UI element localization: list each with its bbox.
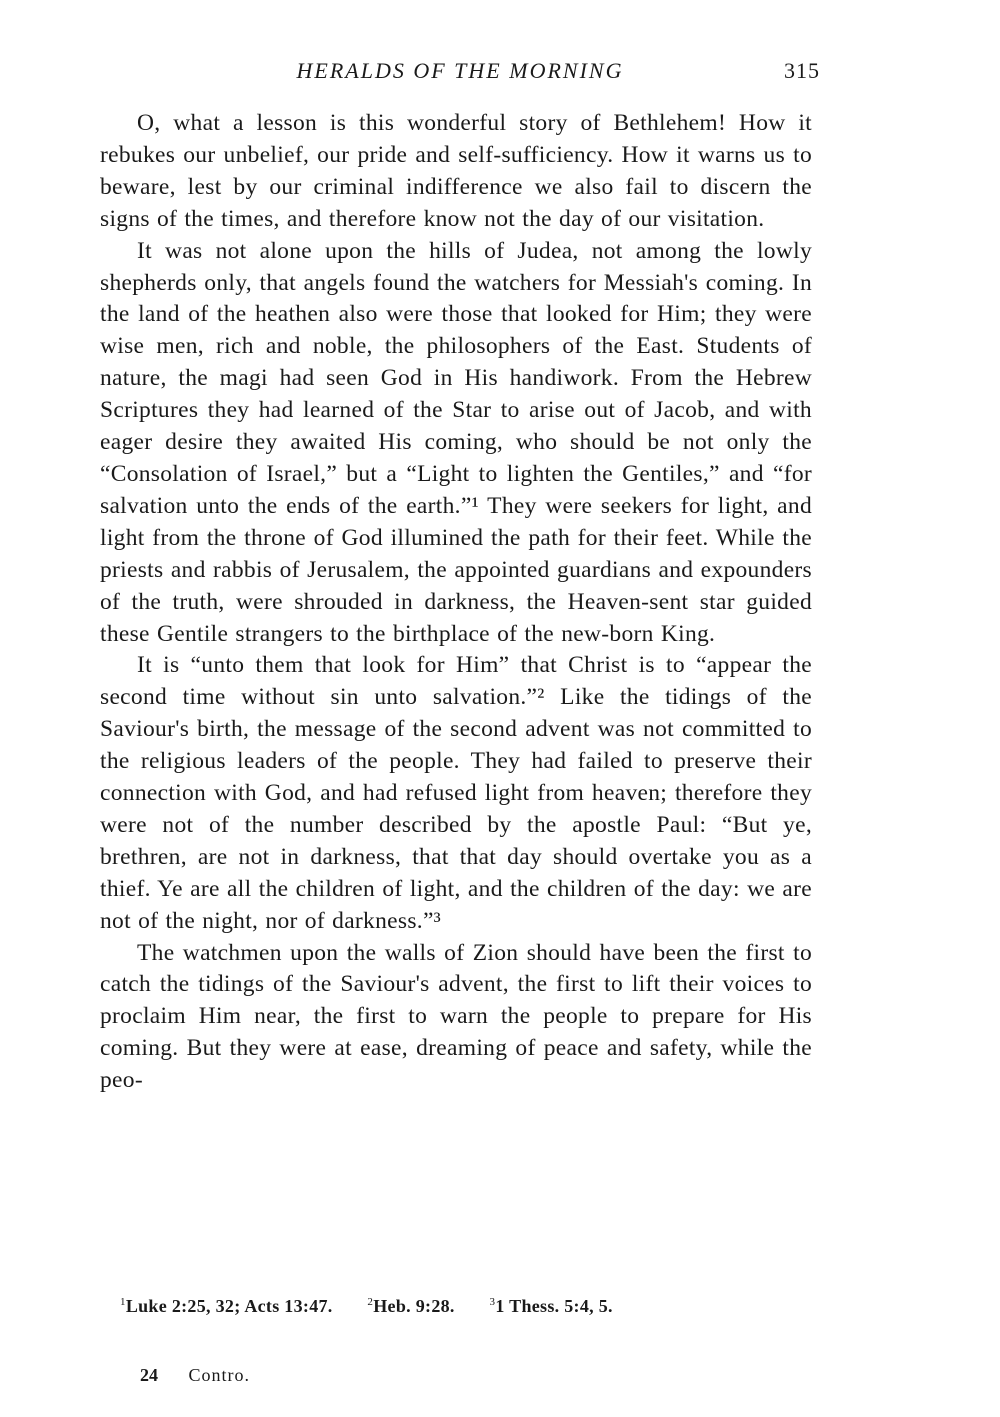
footnote-mark: 1	[120, 1296, 126, 1308]
footnote	[367, 1296, 454, 1316]
footnote	[120, 1296, 333, 1316]
footnote-text: Luke 2:25, 32; Acts 13:47.	[125, 1296, 333, 1316]
footnote-mark: 2	[367, 1296, 374, 1308]
footnote-mark: 3	[489, 1296, 496, 1308]
body-text	[100, 108, 812, 1097]
paragraph: It was not alone upon the hills of Judea, not among the lowly shepherds only, that angels found the watchers for Messiah's coming. In the land of the heathen also were those that looked for Him; they were wise men, rich and noble, the philosophers of the East. Students of nature, the magi had seen God in His handiwork. From the Hebrew Scriptures they had learned of the Star to arise out of Jacob, and with eager desire they awaited His coming, who should be not only the “Consolation of Israel,” but a “Light to lighten the Gentiles,” and “for salvation unto the ends of the earth.”¹ They were seekers for light, and light from the throne of God illumined the path for their feet. While the priests and rabbis of Jerusalem, the appointed guardians and expounders of the truth, were shrouded in darkness, the Heaven-sent star guided these Gentile strangers to the birthplace of the new-born King.	[100, 237, 812, 647]
signature-label: Contro.	[188, 1365, 251, 1385]
signature-number: 24	[140, 1365, 158, 1385]
footnote-text: 1 Thess. 5:4, 5.	[495, 1296, 613, 1316]
footnotes	[120, 1296, 800, 1317]
running-title: HERALDS OF THE MORNING	[296, 58, 624, 83]
footnote	[490, 1296, 613, 1316]
paragraph: O, what a lesson is this wonderful story of Bethlehem! How it rebukes our unbelief, our pride and self-sufficiency. How it warns us to beware, lest by our criminal indifference we also fail to discern the signs of the times, and therefore know not the day of our visitation.	[100, 110, 812, 232]
signature-mark	[140, 1365, 250, 1386]
footnote-text: Heb. 9:28.	[373, 1296, 455, 1316]
paragraph: The watchmen upon the walls of Zion should have been the first to catch the tidings of the Saviour's advent, the first to lift their voices to proclaim Him near, the first to warn the people to prepare for His coming. But they were at ease, dreaming of peace and safety, while the peo-	[100, 939, 812, 1094]
paragraph: It is “unto them that look for Him” that Christ is to “appear the second time without sin unto salvation.”² Like the tidings of the Saviour's birth, the message of the second advent was not committed to the religious leaders of the people. They had failed to preserve their connection with God, and had refused light from heaven; therefore they were not of the number described by the apostle Paul: “But ye, brethren, are not in darkness, that that day should overtake you as a thief. Ye are all the children of light, and the children of the day: we are not of the night, nor of darkness.”³	[100, 652, 812, 934]
page-number: 315	[784, 58, 820, 83]
running-head	[100, 54, 820, 86]
